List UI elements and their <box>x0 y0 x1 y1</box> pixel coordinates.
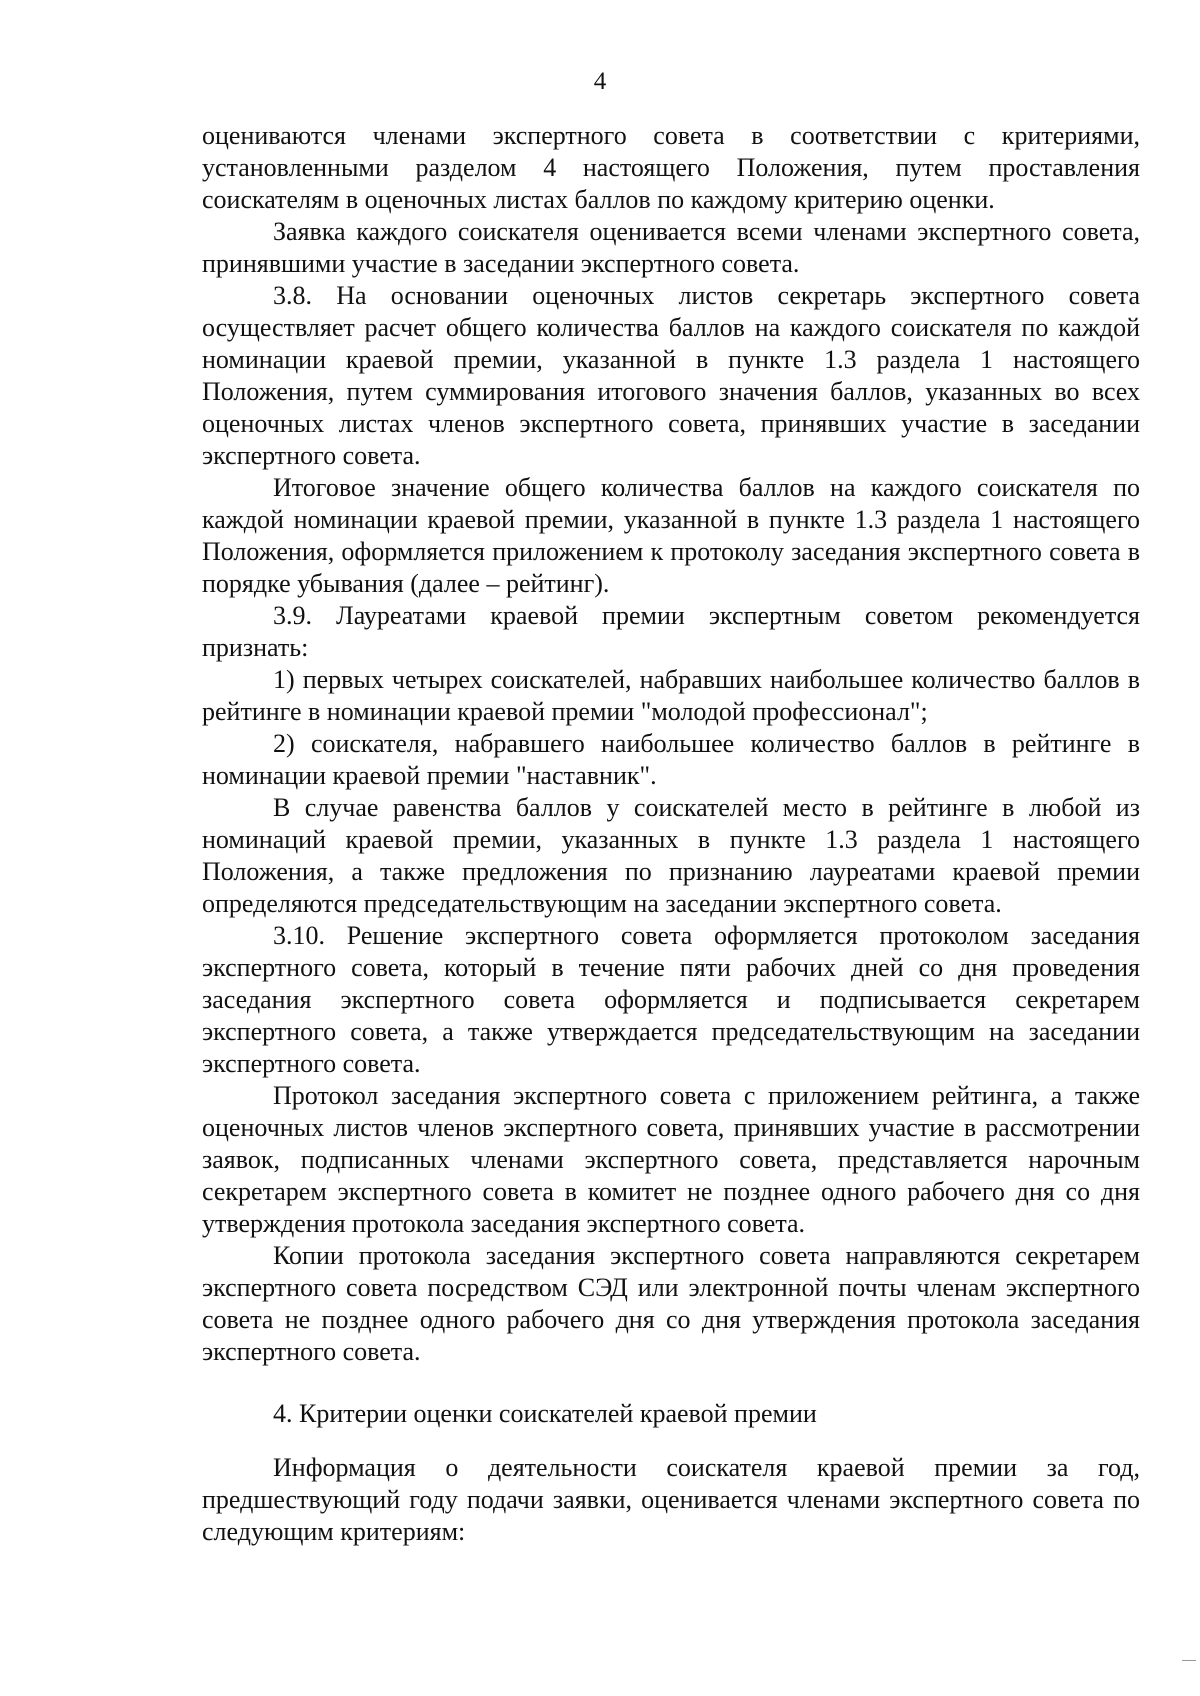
paragraph-clause-3-9: 3.9. Лауреатами краевой премии экспертным советом рекомендуется признать: <box>202 601 1140 662</box>
paragraph: Протокол заседания экспертного совета с приложением рейтинга, а также оценочных листов членов экспертного совета, принявших участие в рассмотрении заявок, подписанных членами экспертного совета, представляется нарочным секретарем экспертного совета в комитет не позднее одного рабочего дня со дня утверждения протокола заседания экспертного совета. <box>202 1081 1140 1238</box>
paragraph: Заявка каждого соискателя оценивается всеми членами экспертного совета, принявшими участие в заседании экспертного совета. <box>202 217 1140 278</box>
paragraph-clause-3-10: 3.10. Решение экспертного совета оформляется протоколом заседания экспертного совета, который в течение пяти рабочих дней со дня проведения заседания экспертного совета оформляется и подписывается секретарем экспертного совета, а также утверждается председательствующим на заседании экспертного совета. <box>202 921 1140 1078</box>
document-body <box>202 120 1140 1548</box>
paragraph-clause-3-8: 3.8. На основании оценочных листов секретарь экспертного совета осуществляет расчет общего количества баллов на каждого соискателя по каждой номинации краевой премии, указанной в пункте 1.3 раздела 1 настоящего Положения, путем суммирования итогового значения баллов, указанных во всех оценочных листах членов экспертного совета, принявших участие в заседании экспертного совета. <box>202 281 1140 470</box>
paragraph: Информация о деятельности соискателя краевой премии за год, предшествующий году подачи заявки, оценивается членами экспертного совета по следующим критериям: <box>202 1453 1140 1546</box>
list-item-1: 1) первых четырех соискателей, набравших наибольшее количество баллов в рейтинге в номинации краевой премии "молодой профессионал"; <box>202 665 1140 726</box>
section-heading: 4. Критерии оценки соискателей краевой премии <box>273 1399 817 1428</box>
paragraph: оцениваются членами экспертного совета в соответствии с критериями, установленными разделом 4 настоящего Положения, путем проставления соискателям в оценочных листах баллов по каждому критерию оценки. <box>202 121 1140 214</box>
list-item-2: 2) соискателя, набравшего наибольшее количество баллов в рейтинге в номинации краевой премии "наставник". <box>202 729 1140 790</box>
page-number: 4 <box>593 68 607 95</box>
scan-edge-mark <box>1182 1660 1196 1661</box>
paragraph: Копии протокола заседания экспертного совета направляются секретарем экспертного совета посредством СЭД или электронной почты членам экспертного совета не позднее одного рабочего дня со дня утверждения протокола заседания экспертного совета. <box>202 1241 1140 1366</box>
paragraph: Итоговое значение общего количества баллов на каждого соискателя по каждой номинации краевой премии, указанной в пункте 1.3 раздела 1 настоящего Положения, оформляется приложением к протоколу заседания экспертного совета в порядке убывания (далее – рейтинг). <box>202 473 1140 598</box>
paragraph: В случае равенства баллов у соискателей место в рейтинге в любой из номинаций краевой премии, указанных в пункте 1.3 раздела 1 настоящего Положения, а также предложения по признанию лауреатами краевой премии определяются председательствующим на заседании экспертного совета. <box>202 793 1140 918</box>
